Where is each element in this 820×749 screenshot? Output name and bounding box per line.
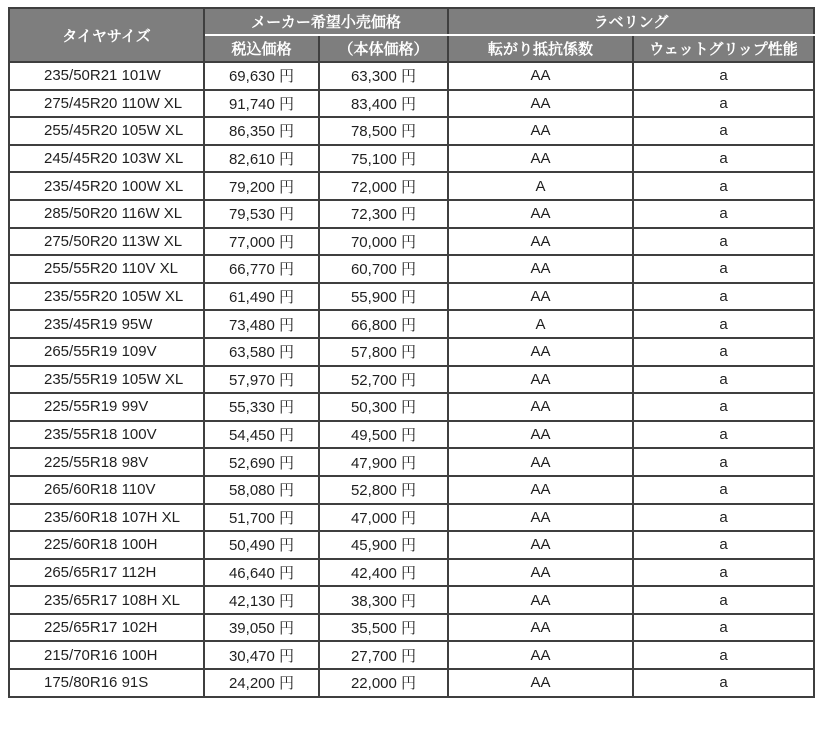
table-row <box>9 504 814 532</box>
tire-size-cell: 235/50R21 101W <box>9 62 204 90</box>
header-rolling-resistance: 転がり抵抗係数 <box>448 35 633 62</box>
wet-grip-cell: a <box>633 669 814 697</box>
table-header <box>9 8 814 62</box>
wet-grip-cell: a <box>633 255 814 283</box>
table-row <box>9 145 814 173</box>
tax-price-cell: 73,480 円 <box>204 310 319 338</box>
header-labeling-group: ラベリング <box>448 8 814 35</box>
wet-grip-cell: a <box>633 366 814 394</box>
tire-size-cell: 265/55R19 109V <box>9 338 204 366</box>
rolling-resistance-cell: AA <box>448 448 633 476</box>
tax-price-cell: 42,130 円 <box>204 586 319 614</box>
wet-grip-cell: a <box>633 172 814 200</box>
tire-size-cell: 235/60R18 107H XL <box>9 504 204 532</box>
base-price-cell: 47,900 円 <box>319 448 448 476</box>
tire-size-cell: 265/60R18 110V <box>9 476 204 504</box>
table-row <box>9 586 814 614</box>
tax-price-cell: 52,690 円 <box>204 448 319 476</box>
wet-grip-cell: a <box>633 586 814 614</box>
rolling-resistance-cell: AA <box>448 559 633 587</box>
tire-size-cell: 225/55R18 98V <box>9 448 204 476</box>
wet-grip-cell: a <box>633 228 814 256</box>
base-price-cell: 66,800 円 <box>319 310 448 338</box>
table-row <box>9 200 814 228</box>
wet-grip-cell: a <box>633 200 814 228</box>
wet-grip-cell: a <box>633 504 814 532</box>
tire-size-cell: 225/55R19 99V <box>9 393 204 421</box>
rolling-resistance-cell: AA <box>448 366 633 394</box>
tire-size-cell: 235/45R19 95W <box>9 310 204 338</box>
wet-grip-cell: a <box>633 614 814 642</box>
header-group-row <box>9 8 814 35</box>
rolling-resistance-cell: AA <box>448 145 633 173</box>
base-price-cell: 38,300 円 <box>319 586 448 614</box>
tax-price-cell: 61,490 円 <box>204 283 319 311</box>
table-row <box>9 669 814 697</box>
base-price-cell: 22,000 円 <box>319 669 448 697</box>
tax-price-cell: 58,080 円 <box>204 476 319 504</box>
tire-size-cell: 235/55R19 105W XL <box>9 366 204 394</box>
tax-price-cell: 51,700 円 <box>204 504 319 532</box>
tire-size-cell: 275/45R20 110W XL <box>9 90 204 118</box>
rolling-resistance-cell: AA <box>448 62 633 90</box>
table-row <box>9 172 814 200</box>
table-row <box>9 283 814 311</box>
rolling-resistance-cell: AA <box>448 393 633 421</box>
wet-grip-cell: a <box>633 310 814 338</box>
table-row <box>9 559 814 587</box>
tire-size-cell: 225/65R17 102H <box>9 614 204 642</box>
tax-price-cell: 82,610 円 <box>204 145 319 173</box>
tire-size-cell: 235/55R20 105W XL <box>9 283 204 311</box>
tax-price-cell: 69,630 円 <box>204 62 319 90</box>
rolling-resistance-cell: AA <box>448 228 633 256</box>
base-price-cell: 72,300 円 <box>319 200 448 228</box>
table-row <box>9 421 814 449</box>
rolling-resistance-cell: AA <box>448 641 633 669</box>
wet-grip-cell: a <box>633 448 814 476</box>
table-row <box>9 366 814 394</box>
tire-size-cell: 235/45R20 100W XL <box>9 172 204 200</box>
table-body <box>9 62 814 697</box>
base-price-cell: 70,000 円 <box>319 228 448 256</box>
base-price-cell: 27,700 円 <box>319 641 448 669</box>
base-price-cell: 55,900 円 <box>319 283 448 311</box>
tax-price-cell: 55,330 円 <box>204 393 319 421</box>
tire-size-cell: 265/65R17 112H <box>9 559 204 587</box>
table-row <box>9 255 814 283</box>
base-price-cell: 75,100 円 <box>319 145 448 173</box>
rolling-resistance-cell: AA <box>448 669 633 697</box>
base-price-cell: 52,700 円 <box>319 366 448 394</box>
wet-grip-cell: a <box>633 476 814 504</box>
header-msrp-group: メーカー希望小売価格 <box>204 8 448 35</box>
table-row <box>9 448 814 476</box>
wet-grip-cell: a <box>633 338 814 366</box>
base-price-cell: 72,000 円 <box>319 172 448 200</box>
wet-grip-cell: a <box>633 62 814 90</box>
table-row <box>9 476 814 504</box>
tax-price-cell: 66,770 円 <box>204 255 319 283</box>
base-price-cell: 63,300 円 <box>319 62 448 90</box>
base-price-cell: 45,900 円 <box>319 531 448 559</box>
rolling-resistance-cell: AA <box>448 421 633 449</box>
base-price-cell: 50,300 円 <box>319 393 448 421</box>
wet-grip-cell: a <box>633 421 814 449</box>
wet-grip-cell: a <box>633 641 814 669</box>
table-row <box>9 614 814 642</box>
rolling-resistance-cell: AA <box>448 614 633 642</box>
rolling-resistance-cell: AA <box>448 283 633 311</box>
rolling-resistance-cell: AA <box>448 255 633 283</box>
rolling-resistance-cell: AA <box>448 531 633 559</box>
tax-price-cell: 39,050 円 <box>204 614 319 642</box>
base-price-cell: 60,700 円 <box>319 255 448 283</box>
header-price-base: （本体価格） <box>319 35 448 62</box>
table-row <box>9 641 814 669</box>
base-price-cell: 47,000 円 <box>319 504 448 532</box>
base-price-cell: 42,400 円 <box>319 559 448 587</box>
table-row <box>9 90 814 118</box>
tax-price-cell: 77,000 円 <box>204 228 319 256</box>
tax-price-cell: 79,200 円 <box>204 172 319 200</box>
header-tire-size: タイヤサイズ <box>9 8 204 62</box>
tire-size-cell: 215/70R16 100H <box>9 641 204 669</box>
tire-size-cell: 175/80R16 91S <box>9 669 204 697</box>
tax-price-cell: 30,470 円 <box>204 641 319 669</box>
tax-price-cell: 24,200 円 <box>204 669 319 697</box>
rolling-resistance-cell: AA <box>448 200 633 228</box>
header-price-incl-tax: 税込価格 <box>204 35 319 62</box>
rolling-resistance-cell: AA <box>448 476 633 504</box>
tire-size-cell: 255/45R20 105W XL <box>9 117 204 145</box>
tax-price-cell: 86,350 円 <box>204 117 319 145</box>
tax-price-cell: 54,450 円 <box>204 421 319 449</box>
table-row <box>9 62 814 90</box>
tax-price-cell: 63,580 円 <box>204 338 319 366</box>
rolling-resistance-cell: AA <box>448 117 633 145</box>
rolling-resistance-cell: AA <box>448 90 633 118</box>
base-price-cell: 52,800 円 <box>319 476 448 504</box>
tax-price-cell: 50,490 円 <box>204 531 319 559</box>
tire-size-cell: 275/50R20 113W XL <box>9 228 204 256</box>
base-price-cell: 49,500 円 <box>319 421 448 449</box>
table-row <box>9 310 814 338</box>
tire-size-cell: 245/45R20 103W XL <box>9 145 204 173</box>
wet-grip-cell: a <box>633 531 814 559</box>
wet-grip-cell: a <box>633 559 814 587</box>
table-row <box>9 531 814 559</box>
wet-grip-cell: a <box>633 393 814 421</box>
table-row <box>9 117 814 145</box>
tax-price-cell: 79,530 円 <box>204 200 319 228</box>
wet-grip-cell: a <box>633 117 814 145</box>
table-row <box>9 228 814 256</box>
tire-price-table <box>8 7 815 698</box>
tax-price-cell: 46,640 円 <box>204 559 319 587</box>
tire-size-cell: 235/65R17 108H XL <box>9 586 204 614</box>
rolling-resistance-cell: AA <box>448 586 633 614</box>
wet-grip-cell: a <box>633 145 814 173</box>
rolling-resistance-cell: A <box>448 310 633 338</box>
tax-price-cell: 57,970 円 <box>204 366 319 394</box>
rolling-resistance-cell: AA <box>448 504 633 532</box>
base-price-cell: 78,500 円 <box>319 117 448 145</box>
tire-size-cell: 255/55R20 110V XL <box>9 255 204 283</box>
rolling-resistance-cell: A <box>448 172 633 200</box>
rolling-resistance-cell: AA <box>448 338 633 366</box>
wet-grip-cell: a <box>633 283 814 311</box>
table-row <box>9 338 814 366</box>
tire-size-cell: 235/55R18 100V <box>9 421 204 449</box>
header-wet-grip: ウェットグリップ性能 <box>633 35 814 62</box>
base-price-cell: 83,400 円 <box>319 90 448 118</box>
base-price-cell: 35,500 円 <box>319 614 448 642</box>
table-row <box>9 393 814 421</box>
tax-price-cell: 91,740 円 <box>204 90 319 118</box>
base-price-cell: 57,800 円 <box>319 338 448 366</box>
wet-grip-cell: a <box>633 90 814 118</box>
tire-size-cell: 285/50R20 116W XL <box>9 200 204 228</box>
tire-size-cell: 225/60R18 100H <box>9 531 204 559</box>
